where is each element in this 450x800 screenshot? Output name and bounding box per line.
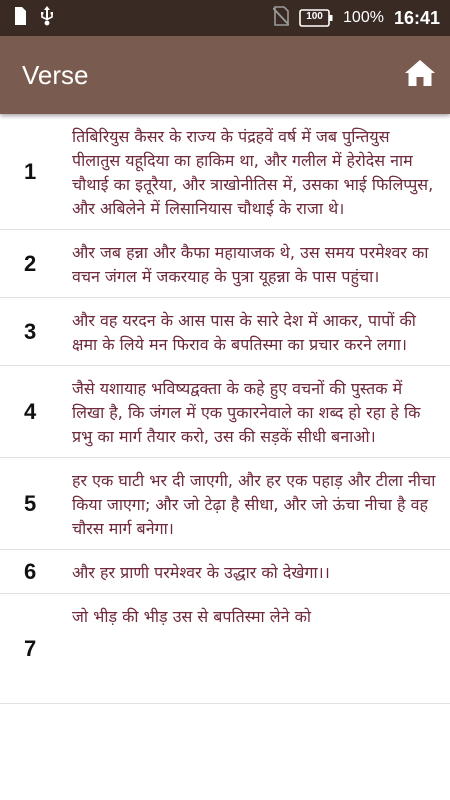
battery-icon	[299, 8, 333, 28]
home-button[interactable]	[402, 57, 438, 93]
verse-list[interactable]	[0, 114, 450, 800]
verse-row-5[interactable]	[0, 458, 450, 550]
verse-text: और वह यरदन के आस पास के सारे देश में आकर, पापों की क्षमा के लिये मन फिराव के बपतिस्मा का प्रचार करने लगा।	[72, 311, 416, 354]
verse-text: तिबिरियुस कैसर के राज्य के पंद्रहवें वर्ष में जब पुन्तियुस पीलातुस यहूदिया का हाकिम था, और गलील में हेरोदेस नाम चौथाई का इतूरैया, और त्राखोनीतिस में, उसका भाई फिलिप्पुस, और अबिलेने में लिसानियास चौथाई के राजा थे।	[72, 127, 434, 218]
home-icon	[404, 58, 436, 92]
verse-number: 4	[24, 399, 37, 424]
battery-badge: 100	[306, 11, 323, 22]
verse-number: 2	[24, 251, 37, 276]
verse-row-2[interactable]	[0, 230, 450, 298]
verse-number: 1	[24, 159, 37, 184]
verse-text: हर एक घाटी भर दी जाएगी, और हर एक पहाड़ और टीला नीचा किया जाएगा; और जो टेढ़ा है सीधा, और जो ऊंचा नीचा है वह चौरस मार्ग बनेगा।	[72, 471, 436, 538]
usb-icon	[40, 6, 54, 30]
sim-card-icon	[14, 7, 26, 29]
verse-text: और हर प्राणी परमेश्वर के उद्धार को देखेगा।।	[72, 563, 330, 582]
battery-percent: 100%	[343, 9, 384, 26]
status-left-icons	[14, 6, 54, 30]
verse-number: 7	[24, 636, 37, 661]
page-title: Verse	[22, 59, 89, 90]
verse-text: और जब हन्ना और कैफा महायाजक थे, उस समय परमेश्वर का वचन जंगल में जकरयाह के पुत्रा यूहन्ना के पास पहुंचा।	[72, 243, 429, 286]
clock: 16:41	[393, 7, 440, 28]
verse-number: 5	[24, 491, 37, 516]
status-bar	[0, 0, 450, 36]
verse-row-6[interactable]	[0, 550, 450, 594]
status-right-icons	[273, 6, 440, 30]
verse-row-4[interactable]	[0, 366, 450, 458]
verse-number: 3	[24, 319, 37, 344]
verse-number: 6	[24, 559, 37, 584]
verse-row-3[interactable]	[0, 298, 450, 366]
verse-row-1[interactable]	[0, 114, 450, 230]
no-sim-icon	[273, 6, 289, 30]
verse-row-7[interactable]	[0, 594, 450, 704]
app-bar	[0, 36, 450, 114]
verse-text: जैसे यशायाह भविष्यद्वक्ता के कहे हुए वचनों की पुस्तक में लिखा है, कि जंगल में एक पुकारनेवाले का शब्द हो रहा हे कि प्रभु का मार्ग तैयार करो, उस की सड़कें सीधी बनाओ।	[72, 379, 421, 446]
verse-text: जो भीड़ की भीड़ उस से बपतिस्मा लेने को	[72, 607, 312, 626]
